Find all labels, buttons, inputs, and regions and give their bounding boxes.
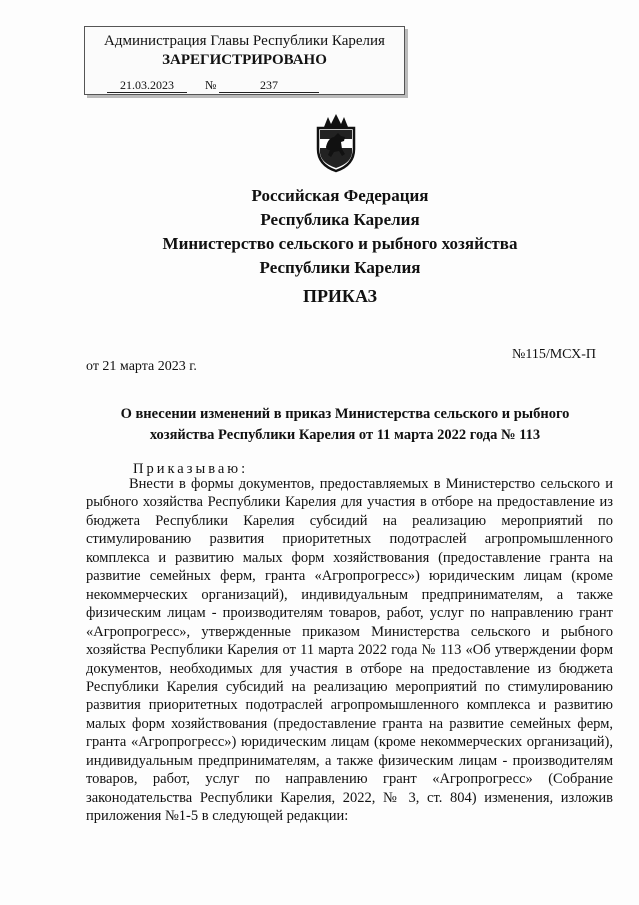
order-body-text: Внести в формы документов, предоставляемых в Министерство сельского и рыбного хозяйства Республики Карелия для участия в отборе на предоставление из бюджета Республики Карелия субсидий на реализацию мероприятий по стимулированию развития приоритетных подотраслей агропромышленного комплекса и развитию малых форм хозяйствования (предоставление гранта на развитие семейных ферм, гранта «Агропрогресс») юридическим лицам (кроме некоммерческих организаций), индивидуальным предпринимателям, а также физическим лицам - производителям товаров, работ, услуг по направлению грант «Агропрогресс», утвержденные приказом Министерства сельского и рыбного хозяйства Республики Карелия от 11 марта 2022 года № 113 «Об утверждении форм документов, необходимых для участия в отборе на предоставление из бюджета Республики Карелия субсидий на реализацию мероприятий по стимулированию развития приоритетных подотраслей агропромышленного комплекса и развитию малых форм хозяйствования (предоставление гранта на развитие семейных ферм, гранта «Агропрогресс») юридическим лицам (кроме некоммерческих организаций), индивидуальным предпринимателям, а также физическим лицам - производителям товаров, работ, услуг по направлению грант «Агропрогресс» (Собрание законодательства Республики Карелия, 2022, № 3, ст. 804) изменения, изложив приложения №1-5 в следующей редакции: [86, 476, 613, 825]
stamp-status: ЗАРЕГИСТРИРОВАНО [162, 52, 327, 68]
order-directive-word: Приказываю: [133, 461, 249, 477]
order-number: №115/МСХ-П [512, 347, 597, 362]
stamp-organization: Администрация Главы Республики Карелия [104, 33, 385, 49]
order-date: от 21 марта 2023 г. [86, 359, 197, 374]
order-title: ПРИКАЗ [302, 286, 378, 306]
order-subject: О внесении изменений в приказ Министерства сельского и рыбного хозяйства Республики Карелия от 11 марта 2022 года № 113 [120, 406, 570, 443]
header-ministry: Министерство сельского и рыбного хозяйства [162, 234, 518, 253]
karelia-coat-of-arms-icon [314, 113, 358, 173]
stamp-number-label: № [205, 78, 217, 92]
registration-stamp [84, 26, 405, 95]
header-country: Российская Федерация [251, 186, 429, 205]
header-republic: Республика Карелия [260, 210, 420, 229]
stamp-number: 237 [219, 78, 319, 93]
header-ministry-region: Республики Карелия [259, 258, 421, 277]
stamp-date: 21.03.2023 [107, 78, 187, 93]
